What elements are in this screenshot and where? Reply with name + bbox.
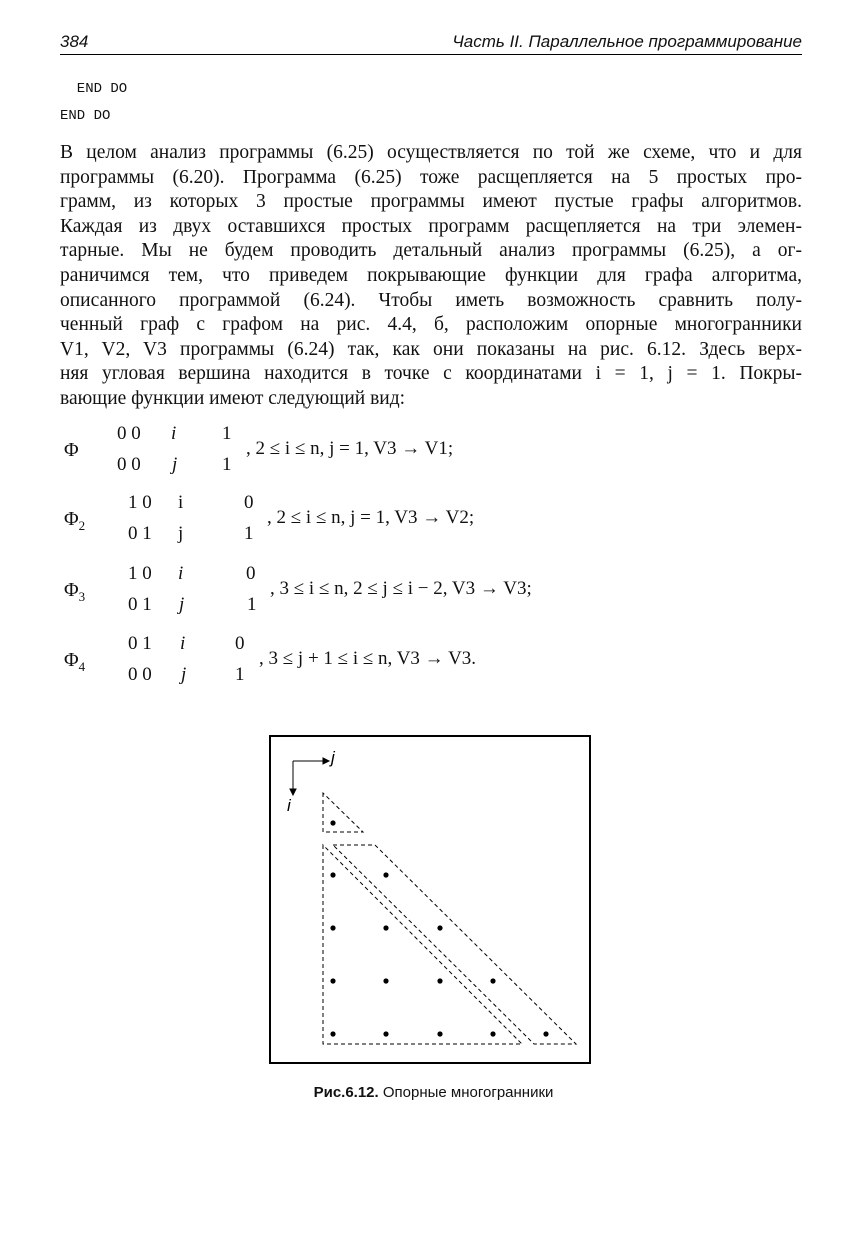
matrix-cell: 0 0 [128,664,152,685]
code-line-1: END DO [60,81,128,97]
paragraph-line: описанного программой (6.24). Чтобы иметь возможность сравнить полу- [60,289,802,311]
matrix-cell: j [179,594,185,615]
matrix-cell: 1 [222,423,232,444]
paragraph-line: В целом анализ программы (6.25) осуществляется по той же схеме, что и для [60,142,802,163]
polyhedron-v2 [333,845,576,1044]
matrix-cell: j [172,454,178,475]
figure-polyhedra [269,735,591,1064]
i-arrowhead [290,789,296,795]
polyhedron-v3 [323,845,522,1044]
polyhedra-diagram [271,737,589,1062]
matrix-cell: 0 0 [117,454,141,475]
formula-symbol: $\Phi_2$ [64,508,86,533]
formula-symbol: Φ [64,439,79,461]
formula-phi-1 [60,423,802,483]
lattice-points [330,820,548,1036]
matrix-cell: i [178,563,184,584]
j-axis-label: j [331,748,335,767]
formula-phi-3 [60,563,802,623]
matrix-cell: j [181,664,187,685]
paragraph-line: ченный граф с графом на рис. 4.4, б, расположим опорные многогранники [60,314,802,336]
matrix-cell: 1 [222,454,232,475]
formula-condition: , 2 ≤ i ≤ n, j = 1, V3 → V1; [246,438,454,459]
caption-label: Рис.6.12. [313,1084,379,1101]
matrix-cell: 0 [235,633,245,654]
paragraph-line: V1, V2, V3 программы (6.24) так, как они показаны на рис. 6.12. Здесь верх- [60,338,802,360]
paragraph-line: тарные. Мы не будем проводить детальный анализ программы (6.25), а ог- [60,240,802,262]
polyhedron-v1 [323,793,363,832]
matrix-cell: 0 0 [117,423,141,444]
matrix-cell: i [180,633,186,654]
paragraph-line: грамм, из которых 3 простые программы имеют пустые графы алгоритмов. [60,191,802,213]
running-title: Часть II. Параллельное программирование [452,32,802,51]
formula-condition: , 2 ≤ i ≤ n, j = 1, V3 → V2; [267,507,475,528]
formula-condition: , 3 ≤ j + 1 ≤ i ≤ n, V3 → V3. [259,648,477,669]
i-axis-label: i [287,796,291,815]
paragraph-line: раничимся тем, что приведем покрывающие функции для графа алгоритма, [60,264,802,286]
matrix-cell: 0 1 [128,523,152,544]
paragraph-line: вающие функции имеют следующий вид: [60,387,406,409]
page-header [60,32,802,55]
paragraph-line: программы (6.20). Программа (6.25) тоже расщепляется на 5 простых про- [60,166,802,188]
matrix-cell: 1 [244,523,254,544]
matrix-cell: 0 [244,492,254,513]
body-paragraph [60,141,802,412]
formula-phi-2 [60,492,802,552]
paragraph-line: няя угловая вершина находится в точке с координатами i = 1, j = 1. Покры- [60,363,802,385]
j-arrowhead [323,758,329,764]
matrix-cell: i [171,423,177,444]
code-line-2: END DO [60,108,111,124]
formula-condition: , 3 ≤ i ≤ n, 2 ≤ j ≤ i − 2, V3 → V3; [270,578,532,599]
matrix-cell: j [178,523,184,544]
matrix-cell: 1 [235,664,245,685]
matrix-cell: i [178,492,184,513]
matrix-cell: 1 0 [128,563,152,584]
matrix-cell: 1 [247,594,257,615]
paragraph-line: Каждая из двух оставшихся простых программ расщепляется на три элемен- [60,215,802,237]
formula-symbol: $\Phi_4$ [64,649,86,674]
figure-caption [0,1084,867,1101]
matrix-cell: 0 1 [128,633,152,654]
formula-phi-4 [60,633,802,693]
matrix-cell: 1 0 [128,492,152,513]
matrix-cell: 0 1 [128,594,152,615]
formula-symbol: $\Phi_3$ [64,579,86,604]
page-number: 384 [60,32,89,51]
matrix-cell: 0 [246,563,256,584]
caption-text: Опорные многогранники [382,1084,554,1101]
